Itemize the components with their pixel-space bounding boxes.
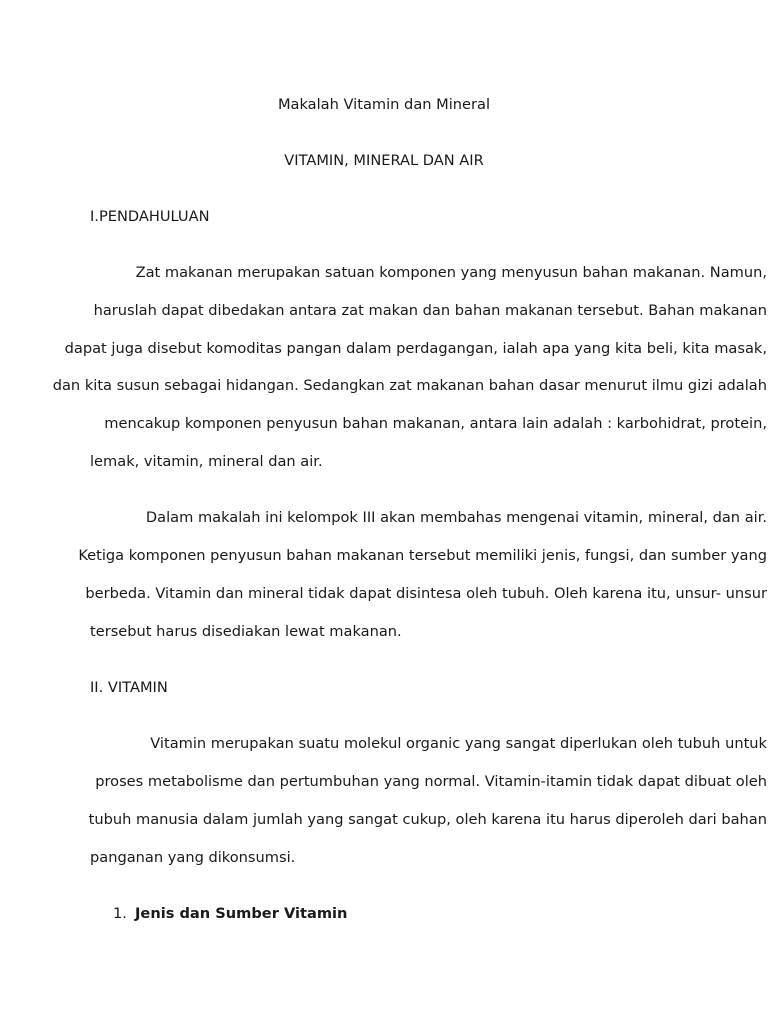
document-title: Makalah Vitamin dan Mineral bbox=[277, 96, 491, 113]
paragraph-line: Ketiga komponen penyusun bahan makanan tersebut memiliki jenis, fungsi, dan sumber yang bbox=[78, 547, 767, 564]
document-subtitle: VITAMIN, MINERAL DAN AIR bbox=[284, 152, 484, 169]
paragraph-line: Zat makanan merupakan satuan komponen yang menyusun bahan makanan. Namun, bbox=[135, 264, 767, 281]
paragraph-line: berbeda. Vitamin dan mineral tidak dapat disintesa oleh tubuh. Oleh karena itu, unsur- unsur bbox=[85, 585, 767, 602]
paragraph-line: tubuh manusia dalam jumlah yang sangat cukup, oleh karena itu harus diperoleh dari bahan bbox=[88, 811, 767, 828]
paragraph-line: proses metabolisme dan pertumbuhan yang normal. Vitamin-itamin tidak dapat dibuat oleh bbox=[95, 773, 767, 790]
paragraph-line: Vitamin merupakan suatu molekul organic yang sangat diperlukan oleh tubuh untuk bbox=[150, 735, 767, 752]
paragraph-line: dan kita susun sebagai hidangan. Sedangkan zat makanan bahan dasar menurut ilmu gizi adalah bbox=[52, 377, 767, 394]
paragraph-line: haruslah dapat dibedakan antara zat makan dan bahan makanan tersebut. Bahan makanan bbox=[93, 302, 767, 319]
paragraph-line: Dalam makalah ini kelompok III akan membahas mengenai vitamin, mineral, dan air. bbox=[145, 509, 767, 526]
section-heading-pendahuluan: I.PENDAHULUAN bbox=[90, 208, 210, 225]
paragraph-line: tersebut harus disediakan lewat makanan. bbox=[90, 623, 402, 640]
paragraph-line: panganan yang dikonsumsi. bbox=[90, 849, 296, 866]
section-heading-vitamin: II. VITAMIN bbox=[90, 679, 168, 696]
paragraph-line: mencakup komponen penyusun bahan makanan, antara lain adalah : karbohidrat, protein, bbox=[104, 415, 767, 432]
paragraph-line: dapat juga disebut komoditas pangan dalam perdagangan, ialah apa yang kita beli, kita masak, bbox=[64, 340, 767, 357]
list-item-heading: Jenis dan Sumber Vitamin bbox=[135, 905, 348, 922]
list-item-number: 1. bbox=[113, 905, 127, 922]
paragraph-line: lemak, vitamin, mineral dan air. bbox=[90, 453, 323, 470]
